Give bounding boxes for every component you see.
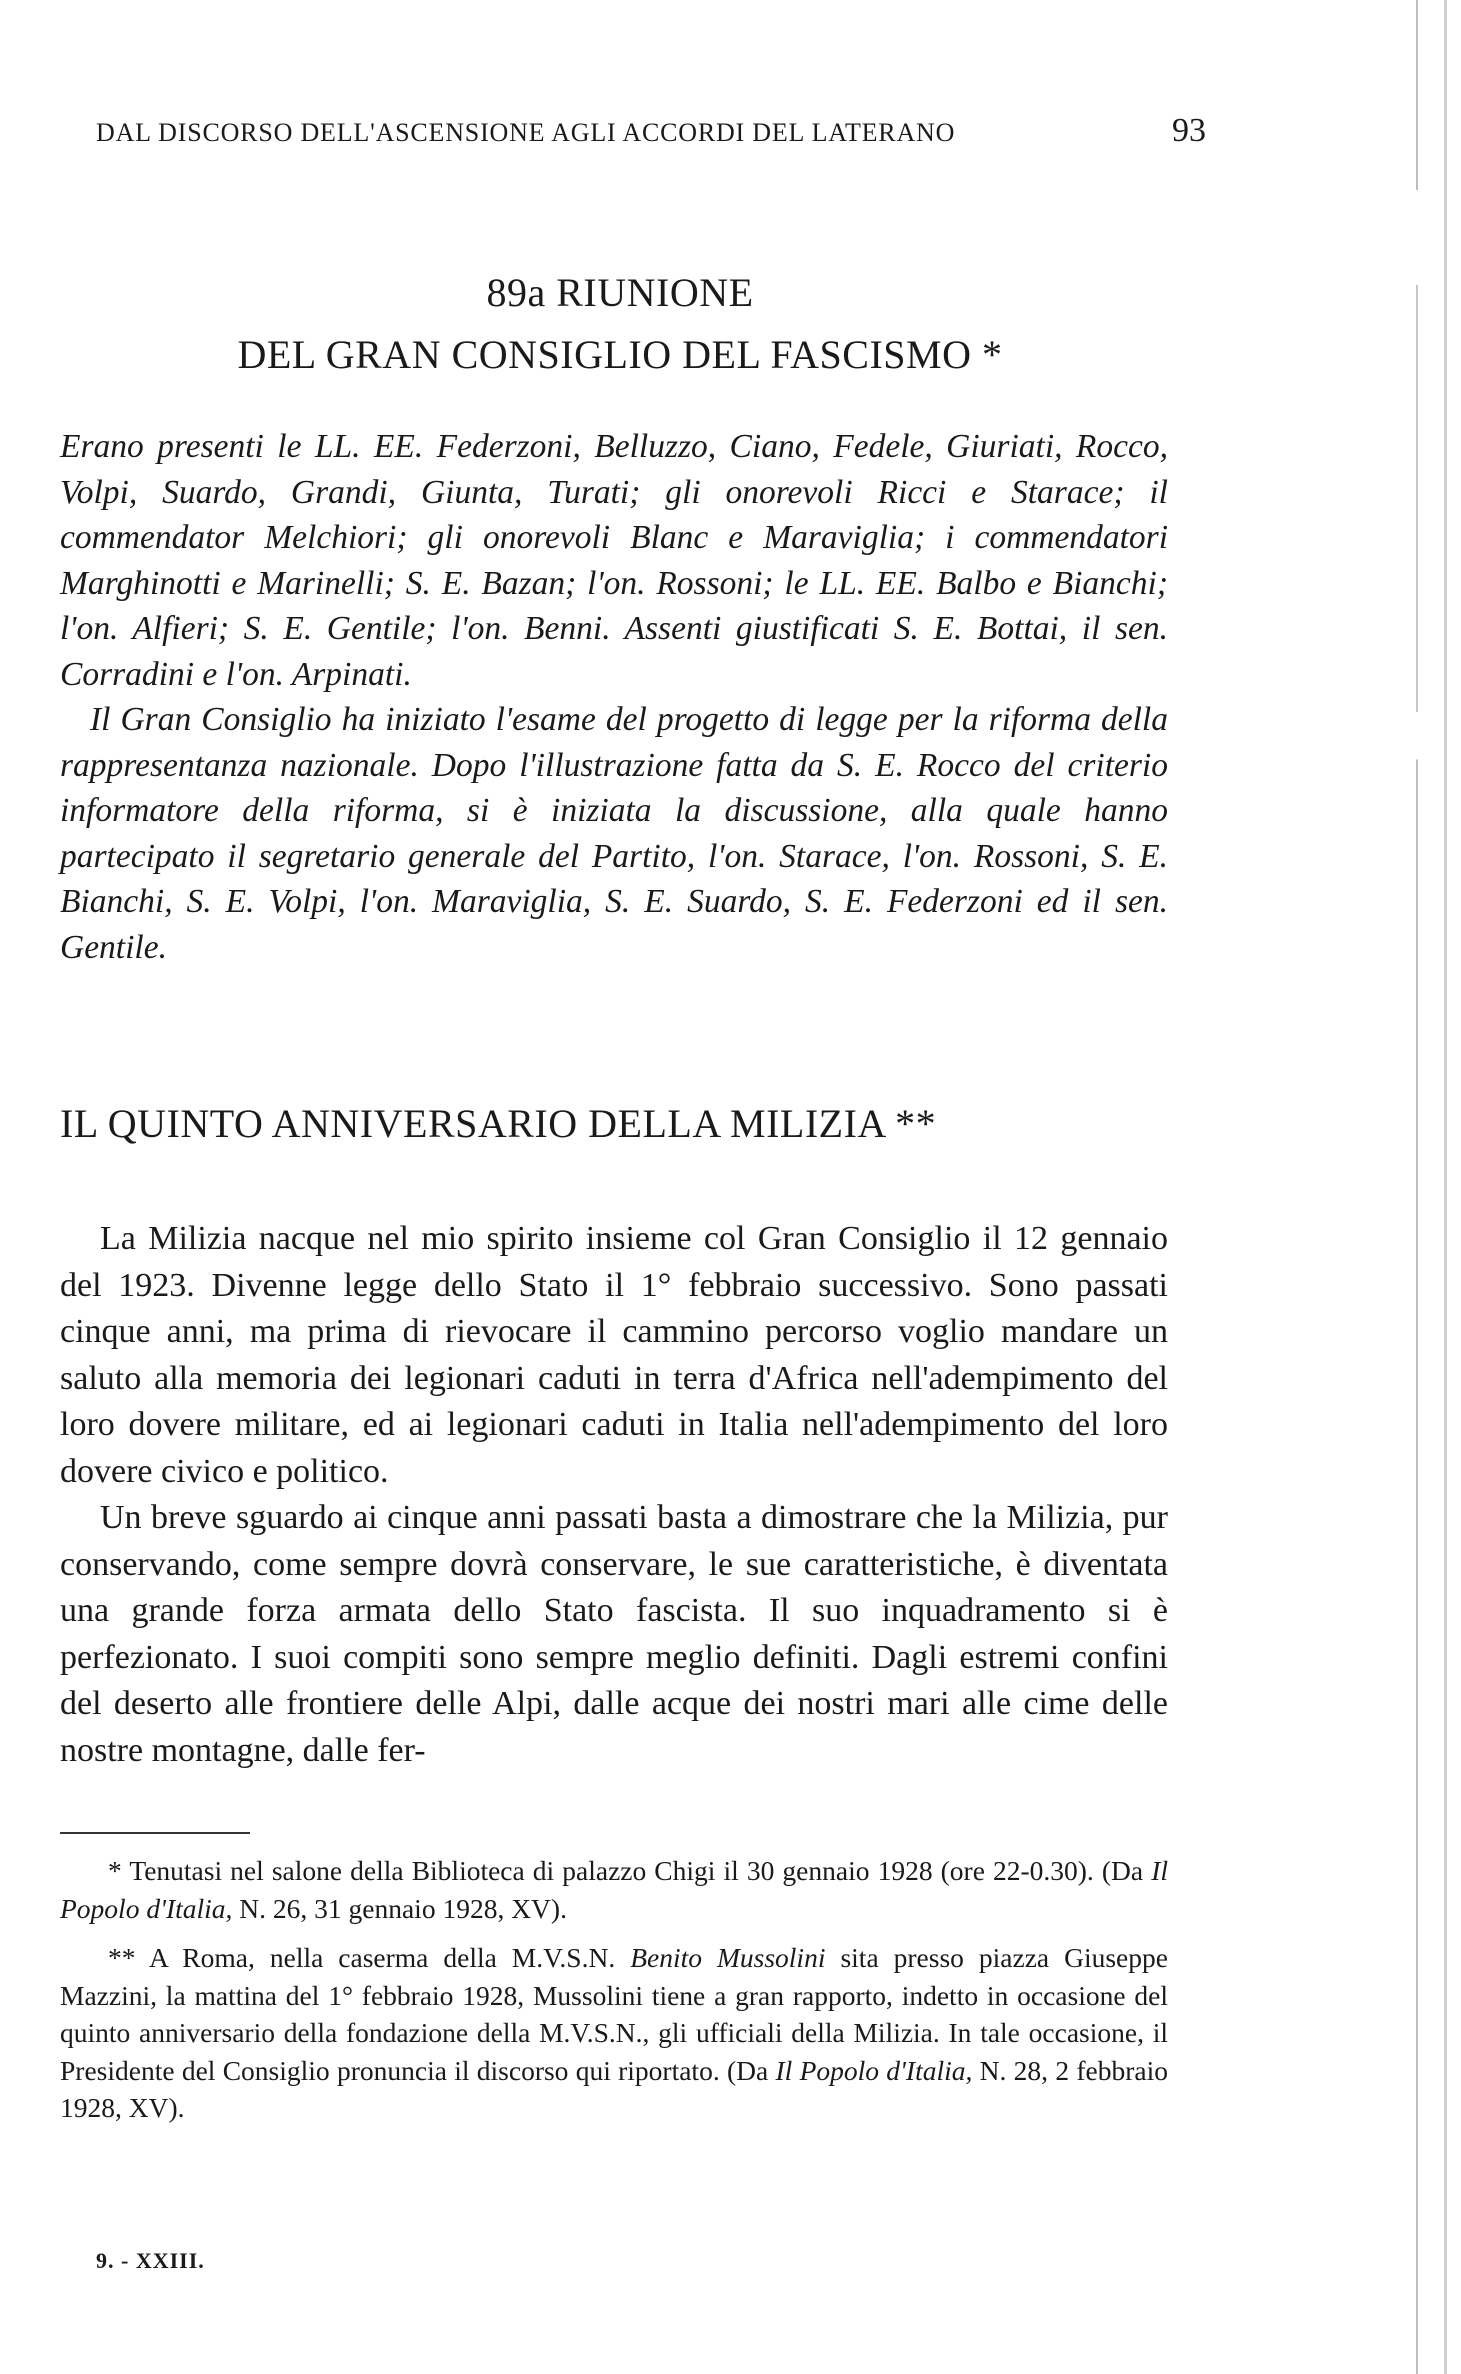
footnote-2-text-c: N. 28, 2 febbraio 1928, XV). bbox=[60, 2054, 1168, 2123]
footnotes bbox=[60, 1852, 1168, 2127]
footnote-2-source: Il Popolo d'Italia, bbox=[775, 2054, 973, 2086]
footnote-2-place: Benito Mussolini bbox=[630, 1942, 826, 1973]
section-2-body bbox=[60, 1216, 1168, 1774]
footnote-2-text-a: ** A Roma, nella caserma della M.V.S.N. bbox=[108, 1942, 631, 1973]
section-1-paragraph-2: Il Gran Consiglio ha iniziato l'esame del progetto di legge per la riforma della rappresentanza nazionale. Dopo l'illustrazione fatta da S. E. Rocco del criterio informatore della riforma, si è iniziata la discussione, alla quale hanno partecipato il segretario generale del Partito, l'on. Starace, l'on. Rossoni, S. E. Bianchi, S. E. Volpi, l'on. Maraviglia, S. E. Suardo, S. E. Federzoni ed il sen. Gentile. bbox=[60, 701, 1168, 966]
footnote-1 bbox=[60, 1852, 1168, 1927]
page-number: 93 bbox=[1172, 112, 1206, 149]
section-2-paragraph-2: Un breve sguardo ai cinque anni passati basta a dimostrare che la Milizia, pur conservando, come sempre dovrà conservare, le sue caratteristiche, è diventata una grande forza armata dello Stato fascista. Il suo inquadramento si è perfezionato. I suoi compiti sono sempre meglio definiti. Dagli estremi confini del deserto alle frontiere delle Alpi, dalle acque dei nostri mari alle cime delle nostre montagne, dalle fer- bbox=[60, 1499, 1168, 1769]
section-2-paragraph-1: La Milizia nacque nel mio spirito insieme col Gran Consiglio il 12 gennaio del 1923. Divenne legge dello Stato il 1° febbraio successivo. Sono passati cinque anni, ma prima di rievocare il cammino percorso voglio mandare un saluto alla memoria dei legionari caduti in terra d'Africa nell'adempimento del loro dovere militare, ed ai legionari caduti in Italia nell'adempimento del loro dovere civico e politico. bbox=[60, 1220, 1168, 1490]
scan-edge-line bbox=[1416, 0, 1418, 2374]
footnote-2 bbox=[60, 1939, 1168, 2127]
footnote-1-text-b: N. 26, 31 gennaio 1928, XV). bbox=[232, 1892, 567, 1924]
running-title: DAL DISCORSO DELL'ASCENSIONE AGLI ACCORDI DEL LATERANO bbox=[96, 118, 956, 147]
signature-mark: 9. - XXIII. bbox=[96, 2248, 205, 2273]
running-head bbox=[96, 112, 1206, 162]
section-1-title bbox=[140, 262, 1100, 386]
footnote-1-source: Il Popolo d'Italia, bbox=[60, 1855, 1168, 1924]
footnote-2-text-b: sita presso piazza Giuseppe Mazzini, la mattina del 1° febbraio 1928, Mussolini tiene a gran rapporto, indetto in occasione del quinto anniversario della fondazione della M.V.S.N., gli ufficiali della Milizia. In tale occasione, il Presidente del Consiglio pronuncia il discorso qui riportato. (Da bbox=[60, 1942, 1168, 2086]
footnote-1-text-a: * Tenutasi nel salone della Biblioteca di palazzo Chigi il 30 gennaio 1928 (ore 22-0.30). (Da bbox=[108, 1855, 1152, 1886]
section-1-title-line-1: 89a RIUNIONE bbox=[486, 270, 754, 315]
section-1-paragraph-1: Erano presenti le LL. EE. Federzoni, Belluzzo, Ciano, Fedele, Giuriati, Rocco, Volpi, Suardo, Grandi, Giunta, Turati; gli onorevoli Ricci e Starace; il commendator Melchiori; gli onorevoli Blanc e Maraviglia; i commendatori Marghinotti e Marinelli; S. E. Bazan; l'on. Rossoni; le LL. EE. Balbo e Bianchi; l'on. Alfieri; S. E. Gentile; l'on. Benni. Assenti giustificati S. E. Bottai, il sen. Corradini e l'on. Arpinati. bbox=[60, 428, 1168, 693]
section-2-title: IL QUINTO ANNIVERSARIO DELLA MILIZIA ** bbox=[60, 1101, 937, 1146]
scan-edge-shadow bbox=[1444, 0, 1447, 2374]
section-1-body bbox=[60, 424, 1168, 970]
section-1-title-line-2: DEL GRAN CONSIGLIO DEL FASCISMO * bbox=[237, 332, 1003, 377]
footnote-rule bbox=[60, 1832, 250, 1834]
